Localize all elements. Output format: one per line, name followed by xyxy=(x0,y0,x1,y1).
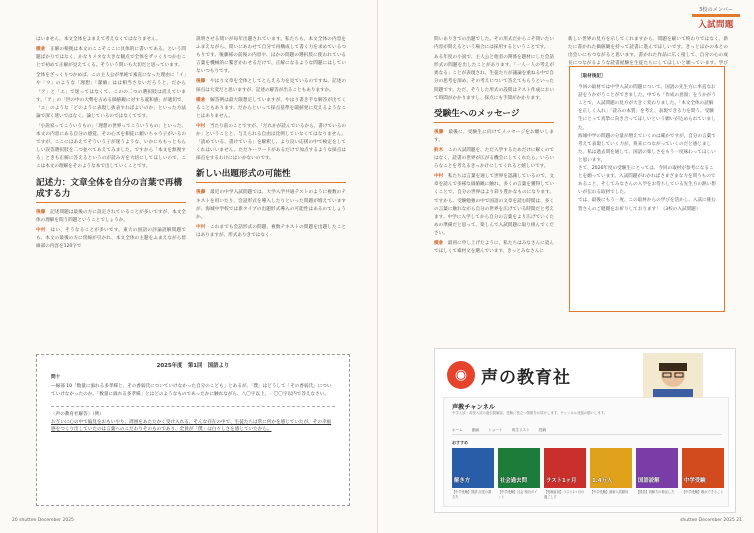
channel-tabs xyxy=(452,428,722,435)
video-thumbnail xyxy=(590,448,632,488)
paragraph xyxy=(36,46,186,70)
left-column-2 xyxy=(196,36,346,336)
paragraph-text: 最後に、受験生に向けてメッセージをお願いします。 xyxy=(434,129,554,143)
afterword-text: 今回の取材では中学入試の問題について、国語の先生方に率直なお話をうかがうことができました。中でも「作成の意図」をうかがうことで、入試問題の見方が大きく変わりました。「本文全体の読解を正しく入れ」「読みの本質」を考え、表現できる力を問う。受験生にとって真摯に向き合ってほしいという願いが込められていました。 海城中学の問題の分量が増えていくのは確かですが、自分の言葉で考えて表現していく力が、将来につながっていくのだと感じました。私は過去問を通して、国語の楽しさをもう一度味わってほしいと思います。 さて、2026年度の受験生にとっては、今回の取材が参考になることを願っています。入試問題がわかればさまざまな力を問うものであること、そしてみなさんの入学をお待ちしている先生方の熱い想いが伝わる取材でした。 では、最後にもう一度、この取材からの学びを活かし、入試に挑む皆さんのご健闘をお祈りしております！（3校の入試問題） xyxy=(578,85,716,212)
channel-description: 中学入試・高校入試の過去問解説、受験に役立つ情報をお届けします。チャンネル登録お願いします。 xyxy=(452,411,608,415)
answer-label: 〈声の教育社解答〉（例） xyxy=(51,412,104,417)
paragraph xyxy=(196,123,346,163)
paragraph: はいません。本文全体をよまえて考えなくてはなりません。 xyxy=(36,37,161,42)
paragraph: 説明させる問いが毎年出題されています。私たちも、本文全体の内容をふまえながら、問いにあわせて自分で再構成して書く力を求めているつもりです。後藤様の前後の内容や、ほかの問題の選択肢に使われている言葉を機械的に繋ぎかわせるだけで、正解になるような問題にはしていないつもりです。 xyxy=(196,37,346,75)
video-thumbnail xyxy=(498,448,540,488)
afterword-title: ［取材後記］ xyxy=(578,74,606,79)
paragraph xyxy=(434,129,554,145)
paragraph-text: 当たり前のことですが、「だれかが読んでいるから、書けているのか」ということと、与えられる自由は比例していなくてはなりません。「読めている、書けている」を解釈し、より良い応援の中で検定をしてくれはいいません。ただキーワードがあるだけで加点するような採点は採点をするわけにはいかないのです。 xyxy=(196,123,346,162)
thumbnail-row xyxy=(452,448,724,488)
paragraph-text: はい、そうなることが多いです。東大の国語の評論読解問題でも、本文の最後の方に傍線が引かれ、本文全体の主題をふまえながら傍線部の内容を120字で xyxy=(36,227,186,249)
tab-shorts: ショート xyxy=(488,428,503,432)
paragraph xyxy=(36,209,186,225)
speaker-name: 後藤 xyxy=(434,129,444,135)
answer-text: お互いに心の中で偏見をおもいやり、周囲をあたたかく受け入れる、そんな存在の中で、生徒たちは常に何かを感じていたが、その幸福感をつくり出していたのは言葉へのこだわりそのものであり、全員が「僕」は白々しさを感じていたから。 xyxy=(51,419,332,432)
channel-name: 声教チャンネル xyxy=(452,404,495,411)
paragraph-text: 記述問題は最後の方に設定されていることが多いですが、本文全体の理解を問う問題ということでしょうか。 xyxy=(36,209,186,223)
paragraph xyxy=(36,227,186,251)
paragraph xyxy=(196,78,346,94)
tab-home: ホーム xyxy=(452,428,463,432)
tab-videos: 動画 xyxy=(471,428,480,432)
thumbnail-text: ラスト1ヶ月 xyxy=(546,478,577,484)
paragraph-text: 正解の根拠は本文のここそここに具体的に書いてある。という問題ばかりではなく、かなりメタな大きな観点で全体をザッくりつかむことで初めて正解が見えてくる。そういう問いも大切だと思っています。 xyxy=(36,47,186,69)
corner-tag-line2: 入試問題 xyxy=(698,19,734,29)
caption-row xyxy=(452,490,724,499)
video-caption: 【受験直前】ラスト1ヶ月の過ごし方 xyxy=(544,490,585,499)
paragraph xyxy=(434,240,554,256)
paragraph xyxy=(196,224,346,240)
paragraph-text: 最近の中学入試問題では、大学入学共通テストのように複数のテキストを用いたり、会話形式を導入したりといった問題が増えていますが、海城中学校では新タイプの出題形式導入の可能性はあるのでしょうか。 xyxy=(196,190,346,220)
video-thumbnail xyxy=(452,448,494,488)
paragraph xyxy=(196,97,346,121)
speaker-name: 横倉 xyxy=(36,47,46,53)
paragraph xyxy=(196,189,346,221)
promo-screenshot xyxy=(434,348,736,513)
exam-question-box xyxy=(36,354,350,506)
speaker-name: 中村 xyxy=(196,224,206,230)
brand-logo-icon: ◉ xyxy=(447,361,475,389)
video-caption: 【中学受験】親ができること xyxy=(682,490,724,494)
video-thumbnail xyxy=(544,448,586,488)
paragraph: 新しい世界の見方を示してくれますから、問題を解いて終わりではなく、新たに書かれた価値観を持って読書に進んでほしいです。きっとほかの本との出会いにもつながると思います。書かれた作品に広く接して、自分の心の成長につながるような読書経験を生徒たちにしてほしいと願っています。学び xyxy=(568,37,728,67)
paragraph-text: やはり文章を全体としてとらえる力を見ているのですね。記述の採点は大変だと思いますが、記述の解答が出ることもありますか。 xyxy=(196,79,346,93)
question-box-title: 2025年度 第1回 国語より xyxy=(156,363,230,369)
paragraph-text: この入試問題を、ただ入学するためだけに解くのではなく、読書の世界が広がる機会にしてくれたら、いろいろなことを考えるきっかけにしてくれると嬉しいです。 xyxy=(434,147,554,170)
video-thumbnail xyxy=(682,448,724,488)
section-heading: 記述力：文章全体を自分の言葉で再構成する力 xyxy=(36,178,186,203)
thumbnail-text: 中学受験 xyxy=(684,478,706,484)
speaker-name: 後藤 xyxy=(196,190,206,196)
video-caption: 【国語】読解力の伸ばし方 xyxy=(636,490,675,494)
paragraph: 「小説家ってこういうもの」「理想の世界ってこういうもの」といった、本文の内容にある自分の感覚、その心ズを相徒に頼いちゃう子がいるのですが、ここにはあえてそういう子が迷うような、いかにももっともらしい誤答選択肢を二つ並べてあえてみました。ですから「本文を無視する」ときも正解に答えるというのが読み方を大切にしてほしいので、ここは本文の理解をそのような本で出していくことです。 xyxy=(36,123,186,170)
paragraph-text: 最初に申し上げたように、私たちはみなさんに読んでほしくて素材文を選んでいます。きっとみなさんに xyxy=(434,240,554,255)
video-thumbnail xyxy=(636,448,678,488)
section-heading: 受験生へのメッセージ xyxy=(434,109,554,123)
speaker-name: 中村 xyxy=(434,174,444,180)
paragraph-text: 私たちは言葉を通して世界を認識しているので、文章を読んで多様な価値観に触れ、多くの言葉を獲得していくことで、自分の世界はより彩り豊かなものになります。ですから、受験勉強の中で国語の文章を読む時間は、多くの言葉に触れながら自分の世界を広げている時間だと考えます。中学に入学してから自分の言葉をより広げていくための準備だと思って、楽しんで入試問題に取り組んでください。 xyxy=(434,174,554,236)
left-column-1 xyxy=(36,36,186,336)
speaker-name: 後藤 xyxy=(36,209,46,215)
tab-playlists: 再生リスト xyxy=(511,428,530,432)
afterword-box xyxy=(569,66,725,312)
channel-panel xyxy=(443,397,729,507)
page-folio-right: shuttee December 2025 21 xyxy=(680,518,742,523)
section-recommended: おすすめ xyxy=(452,440,469,445)
corner-tag-bar xyxy=(692,14,740,17)
thumbnail-text: 社会過去問 xyxy=(500,478,527,484)
paragraph: ある年度の小説で、主人公と他者の関係を題材にした会話形式の問題を出したことがあります。「一人一人の考えが異なる」ことが表現され、生徒たちが議論を重ねる中で自分の思考を深め、その考えについて答えてもらうといった問題です。ただ、そうした形式の設問はテスト作成において時間がかかりますし、採点にも手間がかかります。 xyxy=(434,55,554,101)
thumbnail-text: 国語読解 xyxy=(638,478,660,484)
video-caption: 【中学受験】最新入試動向 xyxy=(590,490,629,494)
question-label: 問十 xyxy=(51,374,61,380)
right-column-2 xyxy=(568,36,728,66)
video-caption: 【中学受験】国語 記述の書き方 xyxy=(452,490,492,499)
speaker-name: 中村 xyxy=(36,227,46,233)
corner-tag xyxy=(686,4,746,38)
thumbnail-text: 1.4万人 xyxy=(592,478,613,484)
corner-tag-line1: 3校のメンバー xyxy=(698,7,734,13)
tab-posts: 投稿 xyxy=(538,428,546,432)
divider xyxy=(51,406,335,407)
speaker-name: 鈴木 xyxy=(434,147,444,153)
paragraph: 全体をざっくりつかめば、この主人公が単純で素直になった理由に「イ」や「ウ」のような「理想」「潔癖」はは相当さないだろうと、だから「ア」と「エ」で迷ってはなくて、このの二つの選択肢は消えています。「ア」の「世の中の大勢を占める価値観に対する違和感」が適切で、「エ」のような「どのように表現し抜表すればよいのか」といった方法論で深く迷いではなく、論じているのではなくてです。 xyxy=(36,73,186,119)
paragraph xyxy=(434,173,554,238)
speaker-name: 横倉 xyxy=(196,97,206,103)
paragraph: 問いありきでの出題でした。その形式だからこそ問いたい内容が問えるという場合には採用するということです。 xyxy=(434,37,554,51)
paragraph xyxy=(434,147,554,171)
video-caption: 【中学受験】社会 頻出ポイント xyxy=(498,490,538,499)
thumbnail-text: 解き方 xyxy=(454,478,471,484)
section-heading: 新しい出題形式の可能性 xyxy=(196,169,346,183)
brand-name: 声の教育社 xyxy=(481,368,571,388)
right-column-1 xyxy=(434,36,554,331)
question-text: ―線部 10「数量に溢れる多孝様と、その香弱氏についていけなかった自分のこども」とあるが、「僕」はどうして「その香弱氏」についていけなかったのか。「数量に溢れる多孝様」とはどのようなものであったかに触れながら、八〇字以上、一〇〇字以内で答えなさい。 xyxy=(51,384,332,397)
speaker-name: 中村 xyxy=(196,123,206,129)
paragraph-text: 解答例は最大限想定していますが、やはり書き手な解答が出てくることもあります。だからといって採点基準を閾値発に変えるようなことはありません。 xyxy=(196,97,346,119)
page-folio-left: 20 shuttee December 2025 xyxy=(12,518,74,523)
speaker-name: 横倉 xyxy=(434,240,444,246)
speaker-name: 後藤 xyxy=(196,79,206,85)
paragraph-text: これまでも会話形式の問題、複数テキストの問題を出題したことはありますが、形式ありきではなく xyxy=(196,224,346,238)
